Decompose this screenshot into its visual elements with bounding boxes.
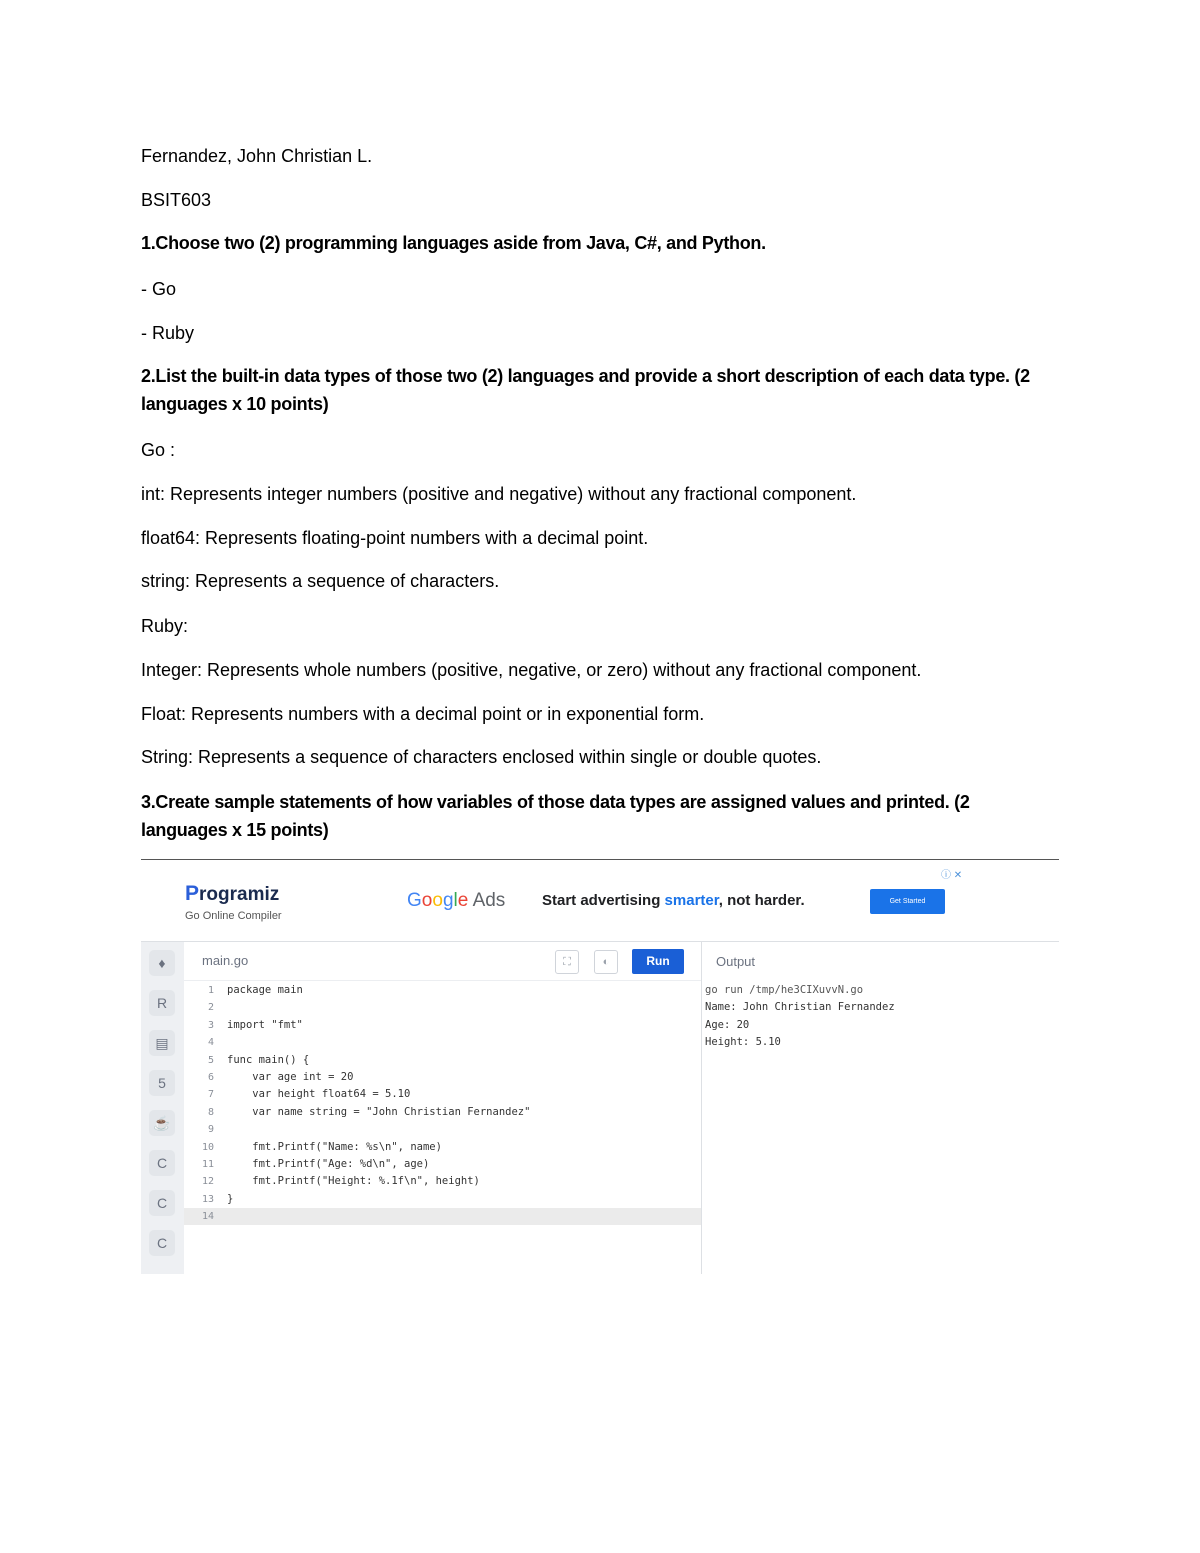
compiler-screenshot	[141, 860, 1059, 1274]
type-desc: Represents whole numbers (positive, negative, or zero) without any fractional component.	[202, 660, 922, 680]
ad-text-a: Start advertising	[542, 892, 665, 909]
code-line[interactable]	[184, 1121, 701, 1138]
ad-text	[542, 892, 805, 909]
output-line: Age: 20	[705, 1018, 750, 1031]
question-1-heading: 1.Choose two (2) programming languages aside from Java, C#, and Python.	[141, 233, 766, 253]
line-number: 9	[207, 1124, 214, 1136]
get-started-button[interactable]: Get Started	[870, 889, 945, 914]
type-desc: Represents numbers with a decimal point or in exponential form.	[186, 704, 705, 724]
code-line[interactable]	[184, 1069, 701, 1086]
programiz-logo: Programiz	[185, 882, 280, 905]
type-name: string:	[141, 571, 191, 591]
ruby-type-string	[141, 743, 821, 771]
line-number: 11	[201, 1158, 214, 1170]
language-sidebar	[141, 941, 184, 1274]
question-3-heading: 3.Create sample statements of how variables of those data types are assigned values and printed. (2 languages x 15 points)	[141, 792, 970, 840]
type-desc: Represents a sequence of characters.	[190, 571, 500, 591]
type-desc: Represents a sequence of characters enclosed within single or double quotes.	[193, 747, 822, 767]
output-label: Output	[716, 954, 756, 969]
line-number: 10	[201, 1141, 214, 1153]
go-label: Go :	[141, 440, 176, 460]
google-ads-logo: Google Ads	[407, 890, 506, 911]
theme-toggle-icon[interactable]: ◐	[594, 950, 618, 974]
editor-toolbar	[184, 942, 701, 981]
answer-go: - Go	[141, 279, 177, 299]
cpp-icon[interactable]: C	[149, 1190, 175, 1216]
section-code: BSIT603	[141, 190, 212, 210]
ads-word: Ads	[472, 890, 506, 911]
code-lines[interactable]	[184, 982, 701, 1225]
line-number: 14	[201, 1211, 214, 1223]
code-line[interactable]	[184, 1052, 701, 1069]
go-type-string	[141, 567, 499, 595]
file-tab[interactable]: main.go	[202, 953, 249, 968]
code-text[interactable]: var name string = "John Christian Fernandez"	[227, 1105, 531, 1118]
code-text[interactable]: var height float64 = 5.10	[227, 1088, 411, 1101]
student-name: Fernandez, John Christian L.	[141, 146, 373, 166]
code-text[interactable]: func main() {	[227, 1053, 310, 1066]
code-line[interactable]	[184, 1086, 701, 1103]
answer-ruby: - Ruby	[141, 323, 195, 343]
question-2-heading: 2.List the built-in data types of those two (2) languages and provide a short description of each data type. (2 languages x 10 points)	[141, 366, 1030, 414]
type-name: Float:	[141, 704, 187, 724]
ad-text-highlight: smarter	[664, 892, 719, 909]
line-number: 5	[207, 1054, 214, 1066]
fullscreen-icon[interactable]: ⛶	[555, 950, 579, 974]
output-line: go run /tmp/he3CIXuvvN.go	[705, 984, 864, 996]
code-line[interactable]	[184, 1139, 701, 1156]
python-icon[interactable]: ♦	[149, 950, 175, 976]
code-text[interactable]: package main	[227, 984, 303, 996]
code-text[interactable]: import "fmt"	[227, 1018, 303, 1031]
code-line[interactable]	[184, 1191, 701, 1208]
sql-icon[interactable]: ▤	[149, 1030, 175, 1056]
code-text[interactable]: fmt.Printf("Name: %s\n", name)	[227, 1140, 442, 1153]
line-number: 12	[201, 1176, 214, 1188]
code-line[interactable]	[184, 1173, 701, 1190]
html-icon[interactable]: 5	[149, 1070, 175, 1096]
ruby-type-integer	[141, 656, 921, 684]
line-number: 7	[207, 1089, 214, 1101]
line-number: 1	[207, 985, 214, 996]
line-number: 8	[207, 1106, 214, 1118]
line-number: 13	[201, 1193, 214, 1205]
go-type-float64	[141, 524, 648, 552]
ruby-label: Ruby:	[141, 616, 189, 636]
code-text[interactable]: fmt.Printf("Age: %d\n", age)	[227, 1157, 430, 1170]
code-line[interactable]	[184, 1104, 701, 1121]
ad-text-b: , not harder.	[718, 892, 805, 909]
line-number: 6	[207, 1071, 214, 1083]
logo-subtitle: Go Online Compiler	[185, 910, 282, 922]
code-editor[interactable]	[184, 941, 701, 1274]
code-text[interactable]: var age int = 20	[227, 1070, 354, 1083]
line-number: 3	[207, 1019, 214, 1031]
r-icon[interactable]: R	[149, 990, 175, 1016]
type-desc: Represents floating-point numbers with a decimal point.	[200, 528, 649, 548]
type-name: Integer:	[141, 660, 203, 680]
code-line[interactable]	[184, 999, 701, 1016]
code-line[interactable]	[184, 1156, 701, 1173]
type-desc: Represents integer numbers (positive and negative) without any fractional component.	[165, 484, 857, 504]
output-line: Height: 5.10	[705, 1036, 781, 1049]
type-name: String:	[141, 747, 194, 767]
ad-choices-icon[interactable]: ⓘ ✕	[941, 870, 963, 881]
csharp-icon[interactable]: C	[149, 1230, 175, 1256]
code-line[interactable]	[184, 982, 701, 999]
type-name: int:	[141, 484, 166, 504]
type-name: float64:	[141, 528, 201, 548]
code-line[interactable]	[184, 1034, 701, 1051]
go-type-int	[141, 480, 856, 508]
code-text[interactable]: fmt.Printf("Height: %.1f\n", height)	[227, 1175, 480, 1188]
ruby-type-float	[141, 700, 704, 728]
run-button[interactable]: Run	[632, 949, 684, 974]
code-line[interactable]	[184, 1017, 701, 1034]
code-line[interactable]	[184, 1208, 701, 1225]
output-text	[705, 982, 895, 1052]
output-line: Name: John Christian Fernandez	[705, 1001, 895, 1014]
output-panel	[701, 941, 1059, 1274]
java-icon[interactable]: ☕	[149, 1110, 175, 1136]
logo-text: rogramiz	[199, 884, 280, 905]
line-number: 4	[207, 1037, 214, 1049]
line-number: 2	[207, 1002, 214, 1014]
c-icon[interactable]: C	[149, 1150, 175, 1176]
code-text[interactable]: }	[227, 1192, 234, 1205]
